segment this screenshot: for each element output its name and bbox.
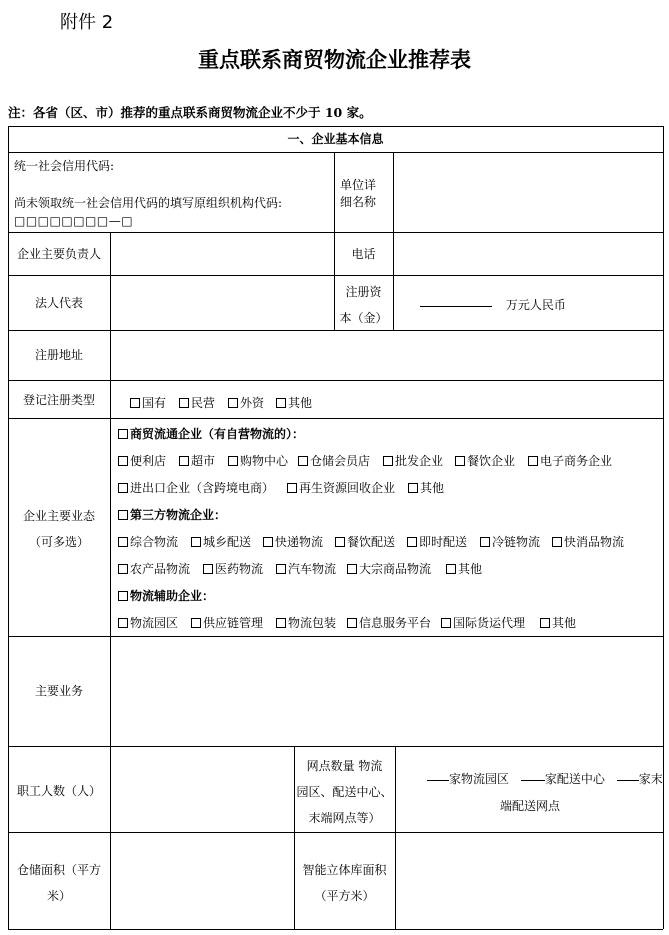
terminal-unit: 家末: [638, 772, 663, 786]
unit-name-field[interactable]: [394, 153, 662, 231]
checkbox[interactable]: [347, 564, 357, 574]
checkbox[interactable]: [552, 537, 562, 547]
checkbox[interactable]: [408, 483, 418, 493]
checkbox[interactable]: [446, 564, 456, 574]
reg-capital-unit: 万元人民币: [505, 298, 566, 312]
business-label-1: 企业主要业态: [22, 509, 95, 523]
outlets-fill-line2: 端配送网点: [500, 799, 561, 813]
opt-label: 进出口企业（含跨境电商）: [130, 481, 275, 495]
opt-label: 快递物流: [275, 535, 324, 549]
opt-label: 国有: [142, 396, 167, 410]
opt-label: 电子商务企业: [540, 454, 613, 468]
aux-row1-opt[interactable]: [276, 615, 336, 631]
principal-label: 企业主要负责人: [16, 247, 101, 261]
park-unit: 家物流园区: [449, 772, 510, 786]
checkbox[interactable]: [118, 537, 128, 547]
aux-row1-opt[interactable]: [118, 615, 178, 631]
trade-row1-opt[interactable]: [118, 453, 166, 469]
trade-row2-opt[interactable]: [408, 480, 444, 496]
reg-capital-field[interactable]: [420, 297, 566, 313]
outlets-label-3: 末端网点等）: [308, 811, 381, 825]
checkbox[interactable]: [118, 564, 128, 574]
opt-label: 物流园区: [130, 616, 179, 630]
checkbox[interactable]: [118, 483, 128, 493]
checkbox[interactable]: [118, 429, 128, 439]
checkbox[interactable]: [118, 618, 128, 628]
third-row1-opt[interactable]: [263, 534, 323, 550]
third-row1-opt[interactable]: [191, 534, 251, 550]
opt-label: 批发企业: [395, 454, 444, 468]
opt-label: 便利店: [130, 454, 167, 468]
checkbox[interactable]: [287, 483, 297, 493]
opt-label: 购物中心: [240, 454, 289, 468]
aux-row1-opt[interactable]: [540, 615, 576, 631]
form-title: 重点联系商贸物流企业推荐表: [198, 48, 471, 72]
checkbox[interactable]: [228, 398, 238, 408]
aux-header[interactable]: [118, 588, 214, 604]
main-business-field[interactable]: [111, 637, 662, 745]
opt-label: 大宗商品物流: [359, 562, 432, 576]
third-row2-opt[interactable]: [118, 561, 190, 577]
unit-name-label-1: 单位详: [340, 178, 377, 192]
opt-label: 餐饮企业: [467, 454, 516, 468]
org-code-label: 尚未领取统一社会信用代码的填写原组织机构代码:: [14, 196, 283, 210]
trade-row1-opt[interactable]: [228, 453, 288, 469]
third-row1-opt[interactable]: [552, 534, 624, 550]
opt-label: 仓储会员店: [310, 454, 371, 468]
opt-label: 医药物流: [215, 562, 264, 576]
opt-label: 外资: [240, 396, 265, 410]
checkbox[interactable]: [179, 398, 189, 408]
checkbox[interactable]: [441, 618, 451, 628]
opt-label: 供应链管理: [203, 616, 264, 630]
storage-label-1: 仓储面积（平方: [16, 863, 101, 877]
opt-label: 信息服务平台: [359, 616, 432, 630]
opt-label: 城乡配送: [203, 535, 252, 549]
checkbox[interactable]: [276, 398, 286, 408]
storage-field[interactable]: [111, 833, 293, 928]
principal-field[interactable]: [111, 233, 333, 274]
third-row2-opt[interactable]: [446, 561, 482, 577]
opt-label: 汽车物流: [288, 562, 337, 576]
checkbox[interactable]: [455, 456, 465, 466]
third-row1-opt[interactable]: [335, 534, 395, 550]
trade-row1-opt[interactable]: [179, 453, 215, 469]
opt-label: 物流包装: [288, 616, 337, 630]
trade-row1-opt[interactable]: [298, 453, 370, 469]
trade-row1-opt[interactable]: [528, 453, 612, 469]
third-header[interactable]: [118, 507, 226, 523]
reg-type-opt-2[interactable]: [228, 395, 264, 411]
trade-row2-opt[interactable]: [287, 480, 395, 496]
smart-label-2: （平方米）: [314, 889, 375, 903]
main-business-label: 主要业务: [34, 684, 83, 698]
header-label: 第三方物流企业：: [130, 508, 227, 522]
smart-label-1: 智能立体库面积: [302, 863, 387, 877]
third-row1-opt[interactable]: [480, 534, 540, 550]
checkbox[interactable]: [263, 537, 273, 547]
checkbox[interactable]: [203, 564, 213, 574]
opt-label: 其他: [552, 616, 577, 630]
checkbox[interactable]: [118, 591, 128, 601]
opt-label: 快消品物流: [564, 535, 625, 549]
third-row2-opt[interactable]: [347, 561, 431, 577]
checkbox[interactable]: [540, 618, 550, 628]
aux-row1-opt[interactable]: [441, 615, 525, 631]
checkbox[interactable]: [347, 618, 357, 628]
staff-count-field[interactable]: [111, 747, 293, 831]
checkbox[interactable]: [118, 456, 128, 466]
park-count-blank[interactable]: [427, 780, 449, 781]
terminal-count-blank[interactable]: [617, 780, 639, 781]
outlets-label-2: 园区、配送中心、: [296, 785, 393, 799]
phone-field[interactable]: [394, 233, 662, 274]
checkbox[interactable]: [276, 564, 286, 574]
reg-type-label: 登记注册类型: [22, 393, 95, 407]
business-label-2: （可多选）: [28, 535, 89, 549]
outlets-label-1: 网点数量 物流: [306, 759, 383, 773]
outlets-fill-line1: [427, 771, 663, 787]
unit-name-label-2: 细名称: [340, 195, 377, 209]
header-label: 物流辅助企业：: [130, 589, 215, 603]
third-row1-opt[interactable]: [118, 534, 178, 550]
opt-label: 民营: [191, 396, 216, 410]
reg-type-opt-1[interactable]: [179, 395, 215, 411]
opt-label: 其他: [458, 562, 483, 576]
center-unit: 家配送中心: [544, 772, 605, 786]
attachment-label: 附件 2: [60, 12, 114, 33]
smart-field[interactable]: [396, 833, 662, 928]
aux-row1-opt[interactable]: [191, 615, 263, 631]
opt-label: 国际货运代理: [453, 616, 526, 630]
opt-label: 冷链物流: [492, 535, 541, 549]
checkbox[interactable]: [179, 456, 189, 466]
reg-address-label: 注册地址: [34, 348, 83, 362]
reg-capital-blank[interactable]: [420, 306, 492, 307]
checkbox[interactable]: [191, 618, 201, 628]
section-title: 一、企业基本信息: [287, 132, 384, 146]
staff-count-label: 职工人数（人）: [16, 784, 101, 798]
storage-label-2: 米）: [46, 889, 71, 903]
opt-label: 超市: [191, 454, 216, 468]
checkbox[interactable]: [276, 618, 286, 628]
trade-header[interactable]: [118, 426, 304, 442]
checkbox[interactable]: [528, 456, 538, 466]
checkbox[interactable]: [383, 456, 393, 466]
opt-label: 即时配送: [419, 535, 468, 549]
opt-label: 其他: [420, 481, 445, 495]
opt-label: 再生资源回收企业: [299, 481, 396, 495]
checkbox[interactable]: [407, 537, 417, 547]
checkbox[interactable]: [335, 537, 345, 547]
opt-label: 其他: [288, 396, 313, 410]
header-label: 商贸流通企业（有自营物流的）：: [130, 427, 305, 441]
opt-label: 综合物流: [130, 535, 179, 549]
credit-code-label: 统一社会信用代码:: [14, 159, 115, 173]
legal-rep-label: 法人代表: [34, 296, 83, 310]
checkbox[interactable]: [130, 398, 140, 408]
center-count-blank[interactable]: [521, 780, 545, 781]
legal-rep-field[interactable]: [111, 276, 333, 329]
checkbox[interactable]: [480, 537, 490, 547]
opt-label: 农产品物流: [130, 562, 191, 576]
reg-capital-label-1: 注册资: [345, 285, 382, 299]
trade-row1-opt[interactable]: [383, 453, 443, 469]
checkbox[interactable]: [191, 537, 201, 547]
org-code-boxes[interactable]: □□□□□□□□—□: [14, 214, 134, 228]
checkbox[interactable]: [298, 456, 308, 466]
opt-label: 餐饮配送: [347, 535, 396, 549]
phone-label: 电话: [351, 247, 376, 261]
third-row1-opt[interactable]: [407, 534, 467, 550]
reg-type-opt-3[interactable]: [276, 395, 312, 411]
reg-capital-label-2: 本（金）: [339, 311, 388, 325]
reg-type-opt-0[interactable]: [130, 395, 166, 411]
reg-address-field[interactable]: [111, 331, 662, 379]
form-note: 注：各省（区、市）推荐的重点联系商贸物流企业不少于 10 家。: [8, 105, 372, 120]
checkbox[interactable]: [228, 456, 238, 466]
aux-row1-opt[interactable]: [347, 615, 431, 631]
checkbox[interactable]: [118, 510, 128, 520]
third-row2-opt[interactable]: [276, 561, 336, 577]
third-row2-opt[interactable]: [203, 561, 263, 577]
trade-row1-opt[interactable]: [455, 453, 515, 469]
trade-row2-opt[interactable]: [118, 480, 274, 496]
